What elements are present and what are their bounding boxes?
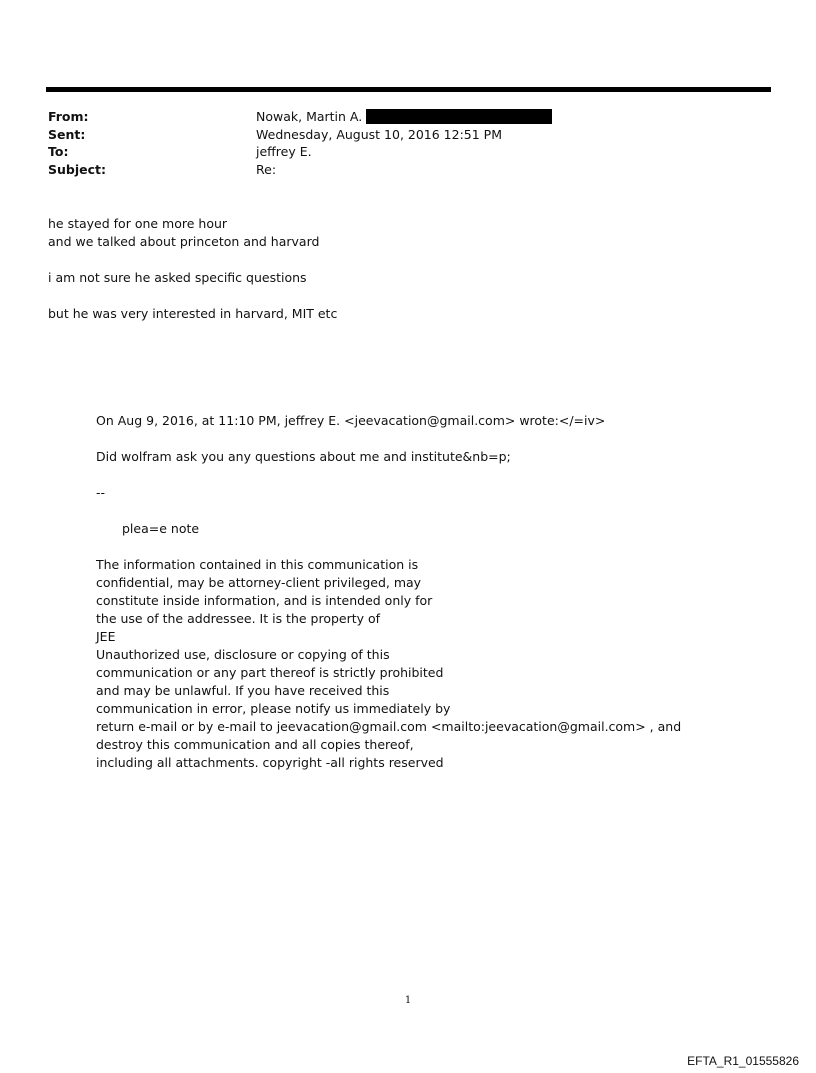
disclaimer-line: communication in error, please notify us immediately by — [96, 701, 451, 716]
subject-row — [48, 161, 748, 179]
disclaimer-line: the use of the addressee. It is the property of — [96, 611, 381, 626]
quoted-message — [96, 412, 756, 772]
disclaimer-line: including all attachments. copyright -all rights reserved — [96, 755, 444, 770]
from-label: From: — [48, 109, 89, 124]
quote-attribution: On Aug 9, 2016, at 11:10 PM, jeffrey E. <jeevacation@gmail.com> wrote:</=iv> — [96, 413, 606, 428]
message-line: he stayed for one more hour — [48, 216, 228, 231]
quote-question: Did wolfram ask you any questions about me and institute&nb=p; — [96, 449, 511, 464]
header-divider — [46, 87, 771, 92]
disclaimer-line: confidential, may be attorney-client privileged, may — [96, 575, 422, 590]
disclaimer-line: communication or any part thereof is strictly prohibited — [96, 665, 444, 680]
bates-number: EFTA_R1_01555826 — [687, 1054, 799, 1068]
disclaimer-line: The information contained in this communication is — [96, 557, 419, 572]
from-value-wrap — [256, 108, 552, 126]
signature-separator: -- — [96, 485, 106, 500]
message-body — [48, 215, 748, 323]
sent-row — [48, 126, 748, 144]
from-row — [48, 108, 748, 126]
subject-label: Subject: — [48, 161, 106, 177]
disclaimer-line: Unauthorized use, disclosure or copying of this — [96, 647, 390, 662]
message-line: but he was very interested in harvard, MIT etc — [48, 306, 338, 321]
disclaimer-line: return e-mail or by e-mail to jeevacation@gmail.com <mailto:jeevacation@gmail.com> , and — [96, 719, 682, 734]
subject-value: Re: — [256, 161, 277, 177]
sent-label: Sent: — [48, 126, 86, 142]
message-line: i am not sure he asked specific questions — [48, 270, 307, 285]
message-line: and we talked about princeton and harvard — [48, 234, 320, 249]
note-line: plea=e note — [122, 521, 200, 536]
disclaimer-line: JEE — [96, 629, 116, 644]
page-number: 1 — [404, 995, 412, 1006]
to-row — [48, 143, 748, 161]
to-value: jeffrey E. — [256, 144, 312, 159]
from-value: Nowak, Martin A. — [256, 109, 363, 124]
to-label: To: — [48, 144, 69, 159]
disclaimer-line: and may be unlawful. If you have received this — [96, 683, 390, 698]
disclaimer-line: constitute inside information, and is intended only for — [96, 593, 433, 608]
email-header — [48, 108, 748, 178]
redaction-box — [366, 109, 552, 124]
disclaimer-line: destroy this communication and all copies thereof, — [96, 737, 414, 752]
sent-value: Wednesday, August 10, 2016 12:51 PM — [256, 126, 502, 142]
